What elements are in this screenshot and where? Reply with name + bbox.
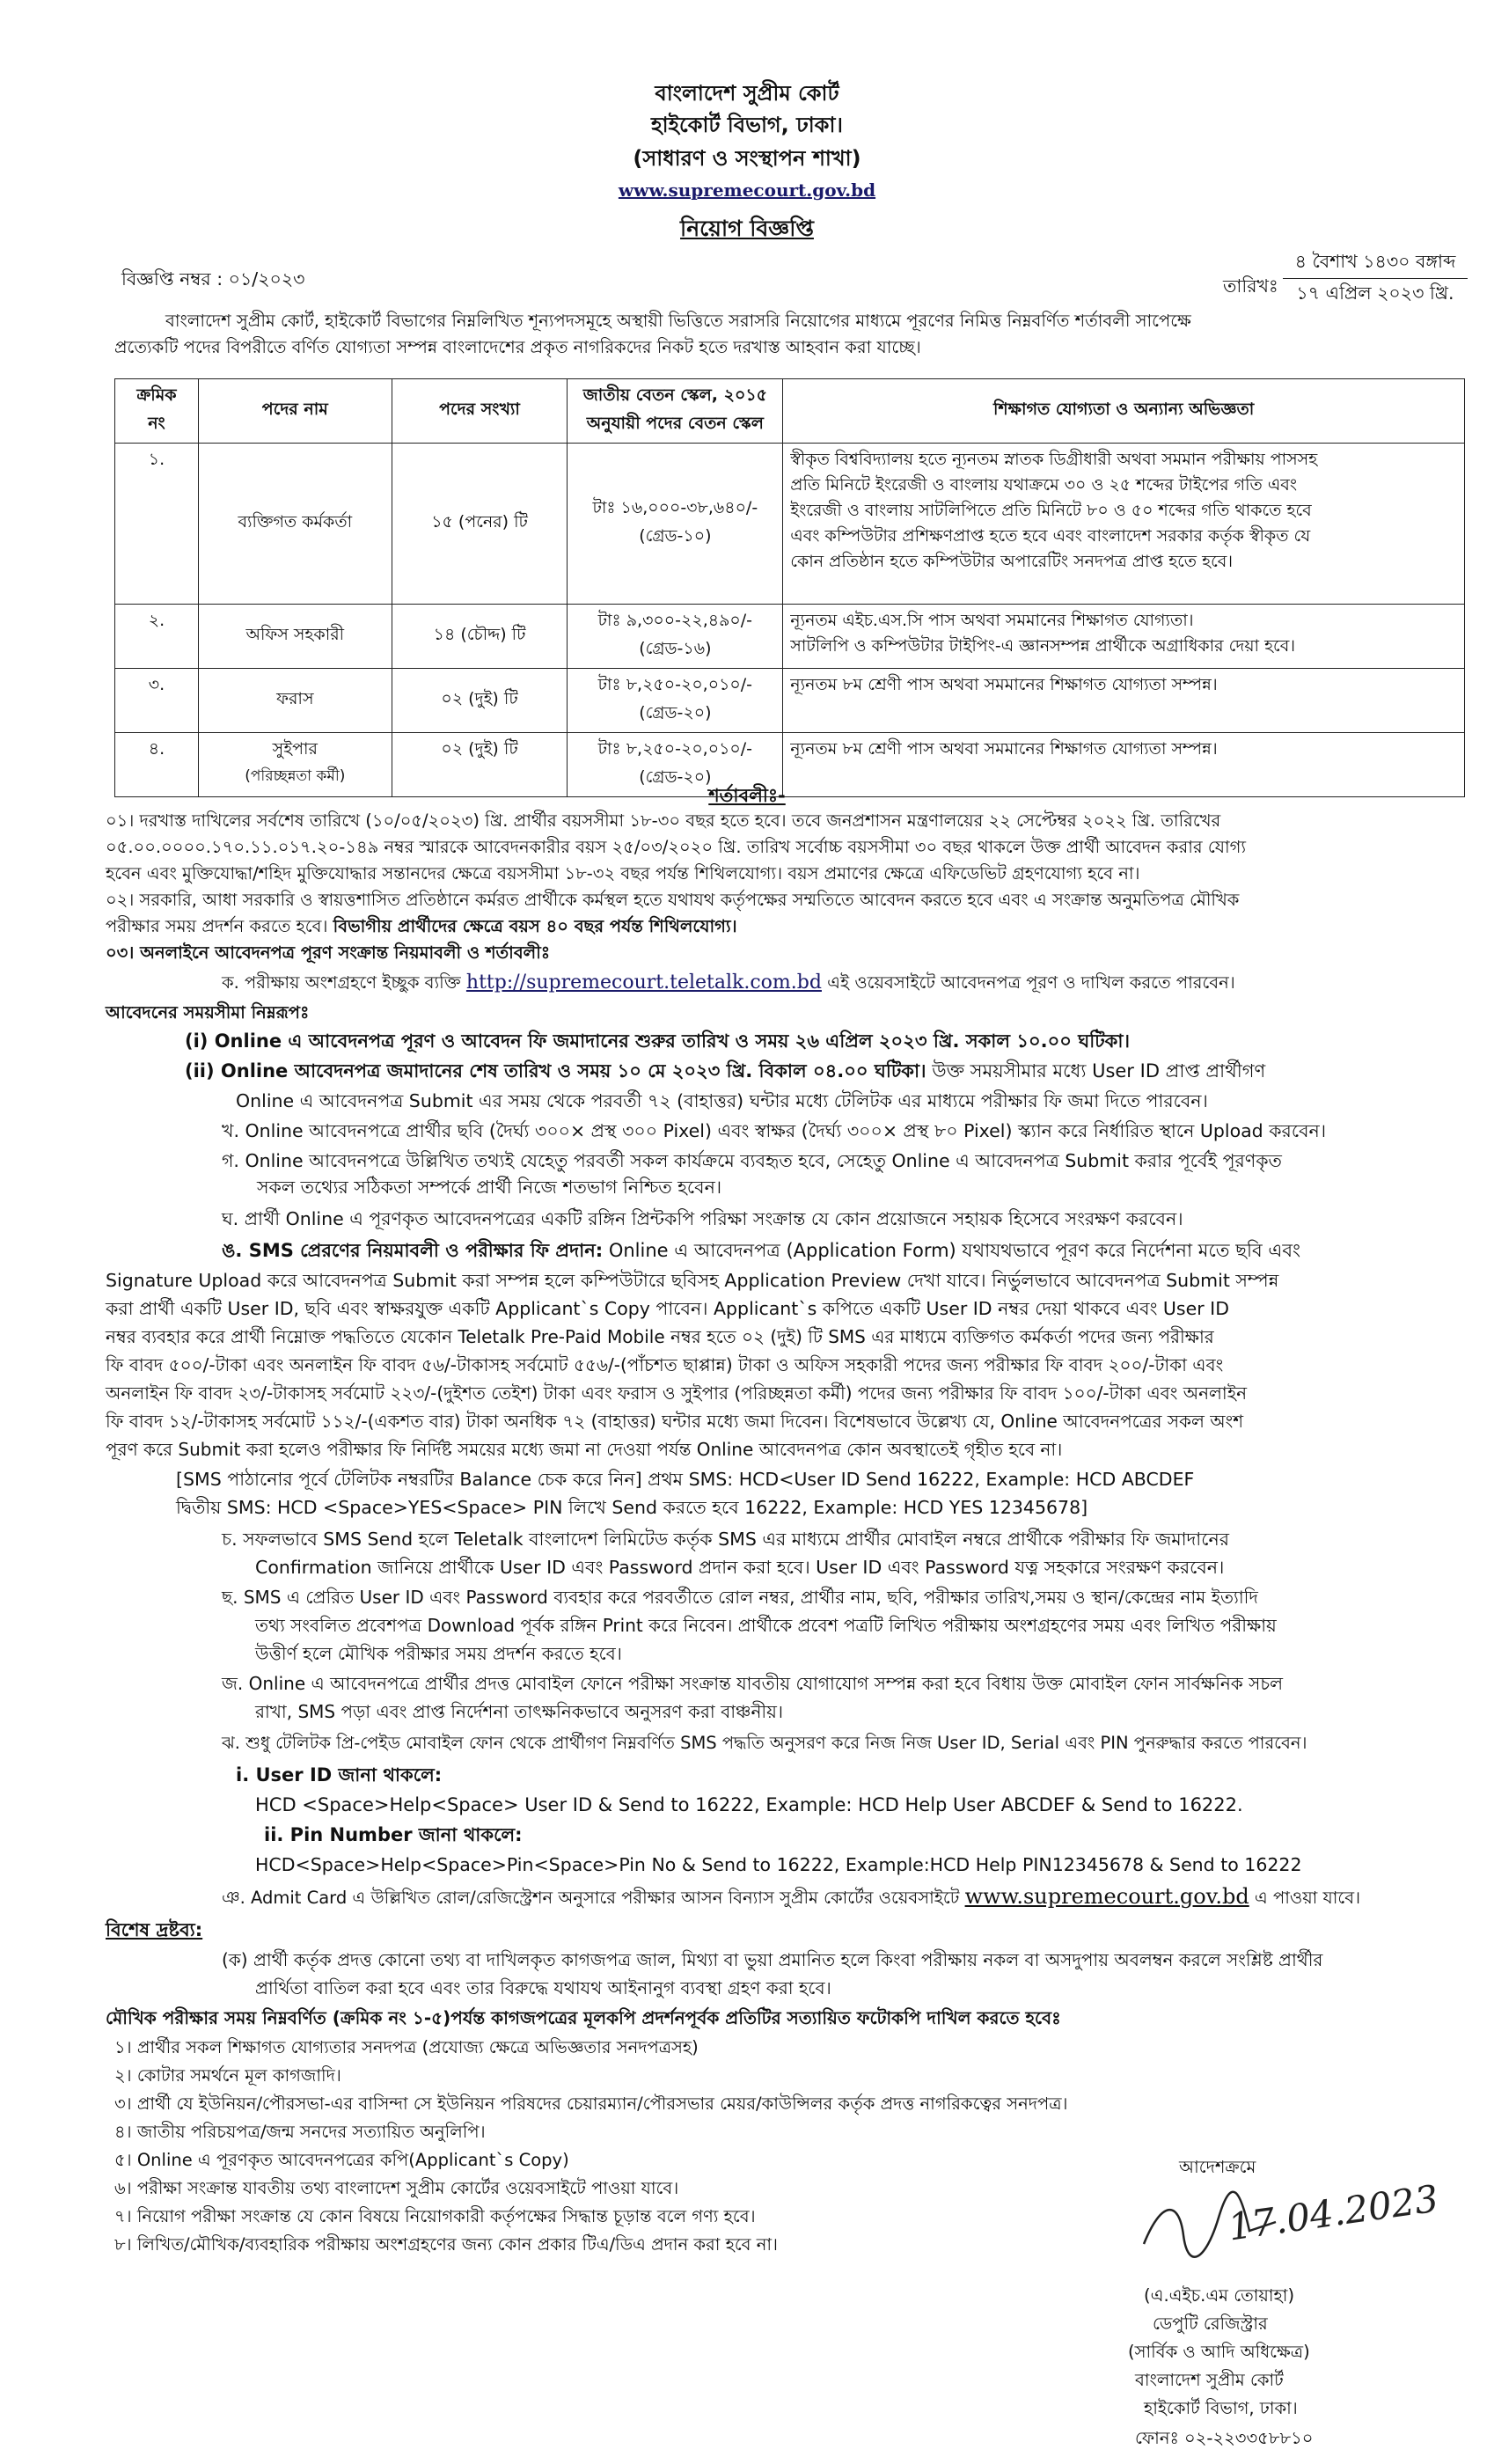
row-serial: ৩. [115, 669, 199, 733]
signatory-designation: ডেপুটি রেজিস্ট্রার [1153, 2314, 1268, 2334]
row-post: সুইপার (পরিচ্ছন্নতা কর্মী) [198, 733, 392, 797]
row-count: ১৪ (চৌদ্দ) টি [392, 605, 568, 669]
sms-instruction-1: [SMS পাঠানোর পূর্বে টেলিটক নম্বরটির Balance চেক করে নিন] প্রথম SMS: HCD<User ID Send 16222, Example: HCD ABCDEF [176, 1469, 1195, 1490]
row-serial: ২. [115, 605, 199, 669]
doc-item: ৫। Online এ পূরণকৃত আবেদনপত্রের কপি(Applicant`s Copy) [114, 2150, 569, 2170]
header-count: পদের সংখ্যা [392, 379, 568, 444]
item-gha: ঘ. প্রার্থী Online এ পূরণকৃত আবেদনপত্রের একটি রঙ্গিন প্রিন্টকপি পরিক্ষা সংক্রান্ত যে কোন প্রয়োজনে সহায়ক হিসেবে সংরক্ষণ করবেন। [222, 1208, 1183, 1229]
special-ka-line-2: প্রার্থিতা বাতিল করা হবে এবং তার বিরুদ্ধে যথাযথ আইনানুগ ব্যবস্থা গ্রহণ করা হবে। [255, 1977, 831, 1998]
org-name: বাংলাদেশ সুপ্রীম কোর্ট [655, 81, 839, 106]
row-qualification: স্বীকৃত বিশ্ববিদ্যালয় হতে ন্যূনতম স্নাতক ডিগ্রীধারী অথবা সমমান পরীক্ষায় পাসসহ প্রতি মিনিটে ইংরেজী ও বাংলায় যথাক্রমে ৩০ ও ২৫ শব্দের টাইপের গতি এবং ইংরেজী ও বাংলায় সাটলিপিতে প্রতি মিনিটে ৮০ ও ৫০ শব্দের গতি থাকতে হবে এবং কম্পিউটার প্রশিক্ষণপ্রাপ্ত হতে হবে এবং বাংলাদেশ সরকার কর্তৃক স্বীকৃত যে কোন প্রতিষ্ঠান হতে কম্পিউটার অপারেটিং সনদপত্র প্রাপ্ত হতে হবে। [783, 444, 1465, 605]
teletalk-link[interactable]: http://supremecourt.teletalk.com.bd [465, 972, 822, 994]
intro-line-1: বাংলাদেশ সুপ্রীম কোর্ট, হাইকোর্ট বিভাগের নিম্নলিখিত শূন্যপদসমূহে অস্থায়ী ভিত্তিতে সরাসরি নিয়োগের মাধ্যমে পূরণের নিমিত্ত নিম্নবর্ণিত শর্তাবলী সাপেক্ষে [165, 311, 1191, 331]
org-section: (সাধারণ ও সংস্থাপন শাখা) [633, 146, 861, 171]
doc-item: ৪। জাতীয় পরিচয়পত্র/জন্ম সনদের সত্যায়িত অনুলিপি। [114, 2122, 486, 2142]
item-ja-line-2: রাখা, SMS পড়া এবং প্রাপ্ত নির্দেশনা তাৎক্ষনিকভাবে অনুসরণ করা বাঞ্চনীয়। [255, 1701, 784, 1722]
date-label: তারিখঃ [1223, 275, 1278, 297]
special-heading: বিশেষ দ্রষ্টব্য: [106, 1919, 203, 1940]
row-qualification: ন্যূনতম এইচ.এস.সি পাস অথবা সমমানের শিক্ষাগত যোগ্যতা। সাটলিপি ও কম্পিউটার টাইপিং-এ জ্ঞানসম্পন্ন প্রার্থীকে অগ্রাধিকার দেয়া হবে। [783, 605, 1465, 669]
row-post: ব্যক্তিগত কর্মকর্তা [198, 444, 392, 605]
table-row [115, 669, 1465, 733]
viva-heading: মৌখিক পরীক্ষার সময় নিম্নবর্ণিত (ক্রমিক নং ১-৫)পর্যন্ত কাগজপত্রের মূলকপি প্রদর্শনপূর্বক প্রতিটির সত্যায়িত ফটোকপি দাখিল করতে হবেঃ [106, 2007, 1061, 2028]
page-title: নিয়োগ বিজ্ঞপ্তি [680, 216, 814, 241]
item-jha: ঝ. শুধু টেলিটক প্রি-পেইড মোবাইল ফোন থেকে প্রার্থীগণ নিম্নবর্ণিত SMS পদ্ধতি অনুসরণ করে নিজ নিজ User ID, Serial এবং PIN পুনরুদ্ধার করতে পারবেন। [222, 1733, 1307, 1753]
row-serial: ৪. [115, 733, 199, 797]
item-kha: খ. Online আবেদনপত্রে প্রার্থীর ছবি (দৈর্ঘ্য ৩০০× প্রস্থ ৩০০ Pixel) এবং স্বাক্ষর (দৈর্ঘ্য ৩০০× প্রস্থ ৮০ Pixel) স্ক্যান করে নির্ধারিত স্থানে Upload করবেন। [222, 1120, 1327, 1141]
row-serial: ১. [115, 444, 199, 605]
condition-2-line-2: পরীক্ষার সময় প্রদর্শন করতে হবে। বিভাগীয় প্রার্থীদের ক্ষেত্রে বয়স ৪০ বছর পর্যন্ত শিথিলযোগ্য। [106, 916, 737, 936]
row-qualification: ন্যূনতম ৮ম শ্রেণী পাস অথবা সমমানের শিক্ষাগত যোগ্যতা সম্পন্ন। [783, 733, 1465, 797]
schedule-end-line-2: Online এ আবেদনপত্র Submit এর সময় থেকে পরবর্তী ৭২ (বাহাত্তর) ঘন্টার মধ্যে টেলিটক এর মাধ্যমে পরীক্ষার ফি জমা দিতে পারবেন। [236, 1090, 1208, 1111]
org-division: হাইকোর্ট বিভাগ, ঢাকা। [650, 113, 844, 137]
row-scale: টাঃ ৮,২৫০-২০,০১০/- (গ্রেড-২০) [568, 733, 783, 797]
schedule-end: (ii) Online আবেদনপত্র জমাদানের শেষ তারিখ ও সময় ১০ মে ২০২৩ খ্রি. বিকাল ০৪.০০ ঘটিকা। উক্ত সময়সীমার মধ্যে User ID প্রাপ্ত প্রার্থীগণ [185, 1060, 1266, 1082]
intro-line-2: প্রত্যেকটি পদের বিপরীতে বর্ণিত যোগ্যতা সম্পন্ন বাংলাদেশের প্রকৃত নাগরিকদের নিকট হতে দরখাস্ত আহবান করা যাচ্ছে। [114, 337, 921, 357]
posts-table [114, 378, 1465, 797]
item-ja-line-1: জ. Online এ আবেদনপত্রে প্রার্থীর প্রদত্ত মোবাইল ফোনে পরীক্ষা সংক্রান্ত যাবতীয় যোগাযোগ সম্পন্ন করা হবে বিধায় উক্ত মোবাইল ফোন সার্বক্ষনিক সচল [222, 1673, 1284, 1694]
jha-pin-heading: ii. Pin Number জানা থাকলে: [264, 1824, 523, 1845]
row-post: অফিস সহকারী [198, 605, 392, 669]
signatory-division: হাইকোর্ট বিভাগ, ঢাকা। [1144, 2398, 1298, 2418]
signatory-name: (এ.এইচ.এম তোয়াহা) [1144, 2285, 1295, 2306]
header-scale: জাতীয় বেতন স্কেল, ২০১৫ অনুযায়ী পদের বেতন স্কেল [568, 379, 783, 444]
item-umo-line-4: নম্বর ব্যবহার করে প্রার্থী নিম্নোক্ত পদ্ধতিতে যেকোন Teletalk Pre-Paid Mobile নম্বর হতে ০২ (দুই) টি SMS এর মাধ্যমে ব্যক্তিগত কর্মকর্তা পদের জন্য পরীক্ষার [106, 1326, 1214, 1347]
condition-1-line-2: ০৫.০০.০০০০.১৭০.১১.০১৭.২০-১৪৯ নম্বর স্মারকে আবেদনকারীর বয়স ২৫/০৩/২০২০ খ্রি. তারিখ সর্বোচ্চ বয়সসীমা ৩০ বছর থাকলে উক্ত প্রার্থী আবেদন করার যোগ্য [106, 837, 1247, 857]
condition-3-heading: ০৩। অনলাইনে আবেদনপত্র পূরণ সংক্রান্ত নিয়মাবলী ও শর্তাবলীঃ [106, 942, 551, 963]
order-note: আদেশক্রমে [1179, 2157, 1256, 2177]
doc-item: ২। কোটার সমর্থনে মূল কাগজাদি। [114, 2065, 341, 2086]
item-chha-line-2: তথ্য সংবলিত প্রবেশপত্র Download পূর্বক রঙ্গিন Print করে নিবেন। প্রার্থীকে প্রবেশ পত্রটি লিখিত পরীক্ষায় অংশগ্রহণের সময় এবং লিখিত পরীক্ষায় [255, 1615, 1277, 1636]
item-umo-line-3: করা প্রার্থী একটি User ID, ছবি এবং স্বাক্ষরযুক্ত একটি Applicant`s Copy পাবেন। Applicant`s কপিতে একটি User ID নম্বর দেয়া থাকবে এবং User ID [106, 1298, 1229, 1319]
conditions-heading: শর্তাবলীঃ- [708, 785, 786, 806]
item-ga-line-1: গ. Online আবেদনপত্রে উল্লিখিত তথ্যই যেহেতু পরবর্তী সকল কার্যক্রমে ব্যবহৃত হবে, সেহেতু Online এ আবেদনপত্র Submit করার পূর্বেই পূরণকৃত [222, 1150, 1282, 1171]
condition-1-line-1: ০১। দরখাস্ত দাখিলের সর্বশেষ তারিখে (১০/০৫/২০২৩) খ্রি. প্রার্থীর বয়সসীমা ১৮-৩০ বছর হতে হবে। তবে জনপ্রশাসন মন্ত্রণালয়ের ২২ সেপ্টেম্বর ২০২২ খ্রি. তারিখের [106, 810, 1221, 831]
notice-number: বিজ্ঞপ্তি নম্বর : ০১/২০২৩ [121, 268, 305, 290]
row-scale: টাঃ ৮,২৫০-২০,০১০/- (গ্রেড-২০) [568, 669, 783, 733]
item-cha-line-1: চ. সফলভাবে SMS Send হলে Teletalk বাংলাদেশ লিমিটেড কর্তৃক SMS এর মাধ্যমে প্রার্থীর মোবাইল নম্বরে প্রার্থীকে পরীক্ষার ফি জমাদানের [222, 1529, 1229, 1550]
date-bengali: ৪ বৈশাখ ১৪৩০ বঙ্গাব্দ [1283, 248, 1468, 279]
item-ga-line-2: সকল তথ্যের সঠিকতা সম্পর্কে প্রার্থী নিজে শতভাগ নিশ্চিত হবেন। [257, 1177, 722, 1198]
doc-item: ৭। নিয়োগ পরীক্ষা সংক্রান্ত যে কোন বিষয়ে নিয়োগকারী কর্তৃপক্ষের সিদ্ধান্ত চূড়ান্ত বলে গণ্য হবে। [114, 2206, 756, 2226]
row-count: ১৫ (পনের) টি [392, 444, 568, 605]
row-scale: টাঃ ৯,৩০০-২২,৪৯০/- (গ্রেড-১৬) [568, 605, 783, 669]
table-row [115, 605, 1465, 669]
special-ka-line-1: (ক) প্রার্থী কর্তৃক প্রদত্ত কোনো তথ্য বা দাখিলকৃত কাগজপত্র জাল, মিথ্যা বা ভুয়া প্রমানিত হলে কিংবা পরীক্ষায় নকল বা অসদুপায় অবলম্বন করলে সংশ্লিষ্ট প্রার্থীর [222, 1949, 1323, 1970]
item-umo-line-2: Signature Upload করে আবেদনপত্র Submit করা সম্পন্ন হলে কম্পিউটারে ছবিসহ Application Preview দেখা যাবে। নির্ভুলভাবে আবেদনপত্র Submit সম্পন্ন [106, 1270, 1279, 1291]
signatory-section: (সার্বিক ও আদি অধিক্ষেত্র) [1128, 2342, 1310, 2362]
item-cha-line-2: Confirmation জানিয়ে প্রার্থীকে User ID এবং Password প্রদান করা হবে। User ID এবং Password যত্ন সহকারে সংরক্ষণ করবেন। [255, 1557, 1225, 1578]
item-umo-line-6: অনলাইন ফি বাবদ ২৩/-টাকাসহ সর্বমোট ২২৩/-(দুইশত তেইশ) টাকা এবং ফরাস ও সুইপার (পরিচ্ছন্নতা কর্মী) পদের জন্য পরীক্ষার ফি বাবদ ১০০/-টাকা এবং অনলাইন [106, 1382, 1248, 1404]
item-umo-line-7: ফি বাবদ ১২/-টাকাসহ সর্বমোট ১১২/-(একশত বার) টাকা অনধিক ৭২ (বাহাত্তর) ঘন্টার মধ্যে জমা দিবেন। বিশেষভাবে উল্লেখ্য যে, Online আবেদনপত্রের সকল অংশ [106, 1411, 1244, 1432]
item-nya: ঞ. Admit Card এ উল্লিখিত রোল/রেজিস্ট্রেশন অনুসারে পরীক্ষার আসন বিন্যাস সুপ্রীম কোর্টের ওয়েবসাইটে www.supremecourt.gov.bd এ পাওয়া যাবে। [222, 1884, 1361, 1909]
jha-user-id-heading: i. User ID জানা থাকলে: [236, 1764, 443, 1786]
row-count: ০২ (দুই) টি [392, 669, 568, 733]
schedule-start: (i) Online এ আবেদনপত্র পূরণ ও আবেদন ফি জমাদানের শুরুর তারিখ ও সময় ২৬ এপ্রিল ২০২৩ খ্রি. সকাল ১০.০০ ঘটিকা। [185, 1030, 1130, 1052]
item-umo-line-8: পূরণ করে Submit করা হলেও পরীক্ষার ফি নির্দিষ্ট সময়ের মধ্যে জমা না দেওয়া পর্যন্ত Online আবেদনপত্র কোন অবস্থাতেই গৃহীত হবে না। [106, 1439, 1063, 1460]
table-row [115, 444, 1465, 605]
row-post: ফরাস [198, 669, 392, 733]
website-link[interactable]: www.supremecourt.gov.bd [618, 180, 876, 201]
row-qualification: ন্যূনতম ৮ম শ্রেণী পাস অথবা সমমানের শিক্ষাগত যোগ্যতা সম্পন্ন। [783, 669, 1465, 733]
item-umo-line-1: ঙ. SMS প্রেরণের নিয়মাবলী ও পরীক্ষার ফি প্রদান: Online এ আবেদনপত্র (Application Form) যথাযথভাবে পূরণ করে নির্দেশনা মতে ছবি এবং [222, 1240, 1301, 1261]
jha-pin-text: HCD<Space>Help<Space>Pin<Space>Pin No & Send to 16222, Example:HCD Help PIN12345678 & Send to 16222 [255, 1854, 1302, 1875]
signatory-org: বাংলাদেশ সুপ্রীম কোর্ট [1135, 2370, 1284, 2390]
row-count: ০২ (দুই) টি [392, 733, 568, 797]
doc-item: ৬। পরীক্ষা সংক্রান্ত যাবতীয় তথ্য বাংলাদেশ সুপ্রীম কোর্টের ওয়েবসাইটে পাওয়া যাবে। [114, 2178, 679, 2198]
signatory-phone: ফোনঃ ০২-২২৩৩৫৮৮১০ [1135, 2428, 1314, 2448]
doc-item: ৮। লিখিত/মৌখিক/ব্যবহারিক পরীক্ষায় অংশগ্রহণের জন্য কোন প্রকার টিএ/ডিএ প্রদান করা হবে না। [114, 2234, 778, 2255]
header-serial: ক্রমিক নং [115, 379, 199, 444]
item-chha-line-1: ছ. SMS এ প্রেরিত User ID এবং Password ব্যবহার করে পরবর্তীতে রোল নম্বর, প্রার্থীর নাম, ছবি, পরীক্ষার তারিখ,সময় ও স্থান/কেন্দ্রের নাম ইত্যাদি [222, 1587, 1258, 1608]
condition-2-line-1: ০২। সরকারি, আধা সরকারি ও স্বায়ত্তশাসিত প্রতিষ্ঠানে কর্মরত প্রার্থীকে কর্মস্থল হতে যথাযথ কর্তৃপক্ষের সম্মতিতে আবেদন করতে হবে এবং এ সংক্রান্ত অনুমতিপত্র মৌখিক [106, 890, 1240, 910]
header-post: পদের নাম [198, 379, 392, 444]
item-chha-line-3: উত্তীর্ণ হলে মৌখিক পরীক্ষার সময় প্রদর্শন করতে হবে। [255, 1643, 622, 1664]
supremecourt-link[interactable]: www.supremecourt.gov.bd [964, 1884, 1249, 1909]
condition-1-line-3: হবেন এবং মুক্তিযোদ্ধা/শহিদ মুক্তিযোদ্ধার সন্তানদের ক্ষেত্রে বয়সসীমা ১৮-৩২ বছর পর্যন্ত শিথিলযোগ্য। বয়স প্রমাণের ক্ষেত্রে এফিডেভিট গ্রহণযোগ্য হবে না। [106, 863, 1140, 884]
date-english: ১৭ এপ্রিল ২০২৩ খ্রি. [1296, 282, 1454, 304]
jha-user-id-text: HCD <Space>Help<Space> User ID & Send to 16222, Example: HCD Help User ABCDEF & Send to 16222. [255, 1794, 1243, 1815]
item-umo-line-5: ফি বাবদ ৫০০/-টাকা এবং অনলাইন ফি বাবদ ৫৬/-টাকাসহ সর্বমোট ৫৫৬/-(পাঁচশত ছাপ্পান্ন) টাকা ও অফিস সহকারী পদের জন্য পরীক্ষার ফি বাবদ ২০০/-টাকা এবং [106, 1354, 1224, 1375]
doc-item: ৩। প্রার্থী যে ইউনিয়ন/পৌরসভা-এর বাসিন্দা সে ইউনিয়ন পরিষদের চেয়ারম্যান/পৌরসভার মেয়র/কাউন্সিলর কর্তৃক প্রদত্ত নাগরিকত্বের সনদপত্র। [114, 2094, 1068, 2114]
row-scale: টাঃ ১৬,০০০-৩৮,৬৪০/- (গ্রেড-১০) [568, 444, 783, 605]
header-qualification: শিক্ষাগত যোগ্যতা ও অন্যান্য অভিজ্ঞতা [783, 379, 1465, 444]
handwritten-date: 17.04.2023 [1225, 2176, 1441, 2249]
item-ka: ক. পরীক্ষায় অংশগ্রহণে ইচ্ছুক ব্যক্তি http://supremecourt.teletalk.com.bd এই ওয়েবসাইটে আবেদনপত্র পূরণ ও দাখিল করতে পারবেন। [222, 972, 1235, 994]
doc-item: ১। প্রার্থীর সকল শিক্ষাগত যোগ্যতার সনদপত্র (প্রযোজ্য ক্ষেত্রে অভিজ্ঞতার সনদপত্রসহ) [114, 2037, 699, 2057]
sms-instruction-2: দ্বিতীয় SMS: HCD <Space>YES<Space> PIN লিখে Send করতে হবে 16222, Example: HCD YES 12345678] [176, 1497, 1088, 1518]
table-header-row [115, 379, 1465, 444]
schedule-heading: আবেদনের সময়সীমা নিম্নরূপঃ [106, 1002, 310, 1023]
